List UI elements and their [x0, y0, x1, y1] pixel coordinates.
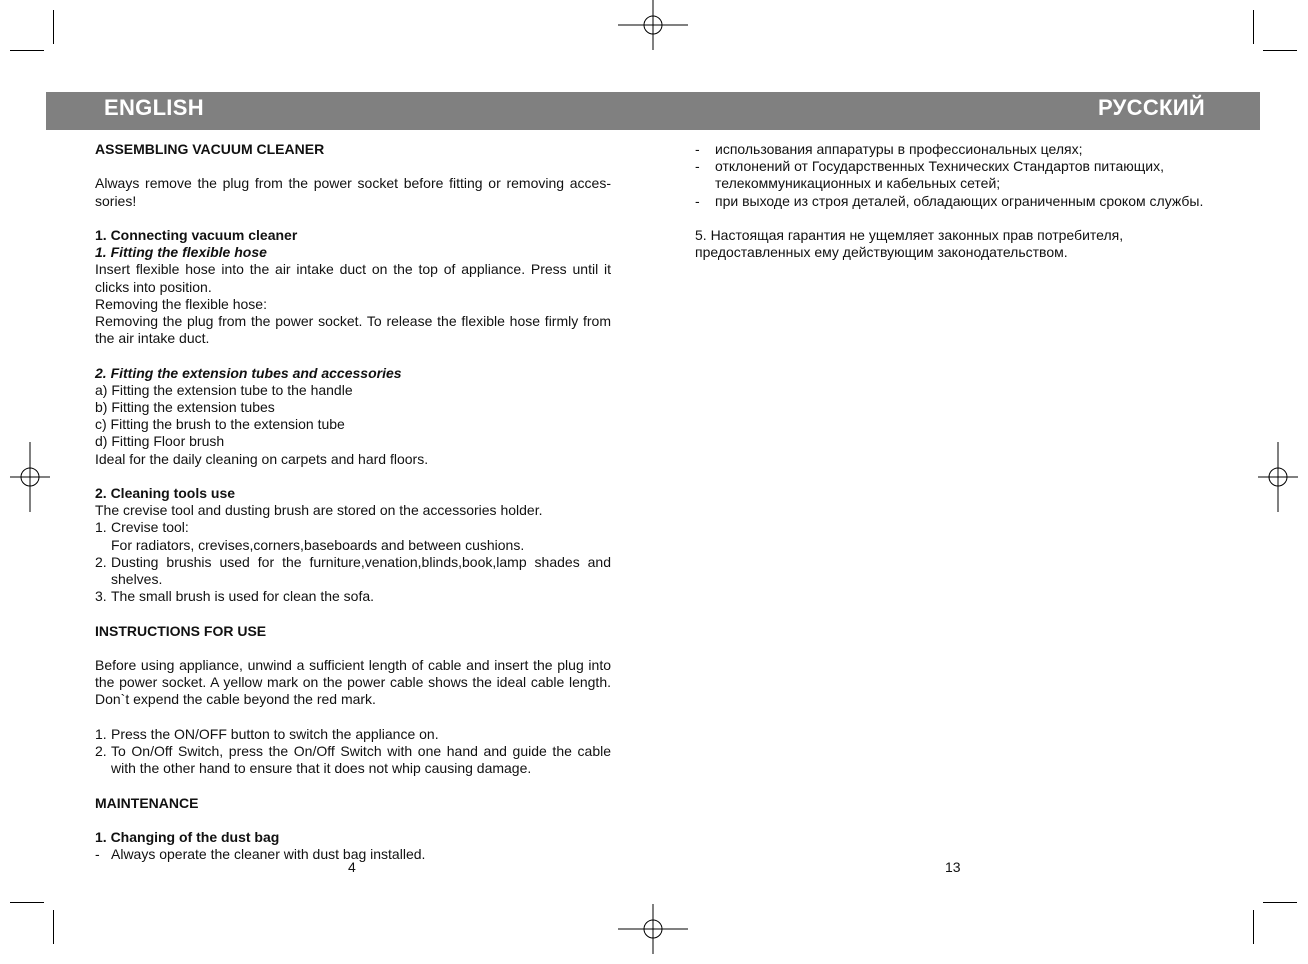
subsection-italic-heading: 2. Fitting the extension tubes and accessories: [95, 364, 402, 381]
subsection-heading: 1. Connecting vacuum cleaner: [95, 226, 298, 243]
list-item: [95, 588, 611, 605]
language-title-english: ENGLISH: [104, 95, 204, 120]
list-number: 3.: [95, 588, 107, 605]
list-item: [95, 554, 611, 588]
page-number-right: 13: [945, 859, 961, 875]
page-number-left: 4: [348, 859, 356, 875]
subsection-heading: 1. Changing of the dust bag: [95, 828, 280, 845]
list-dash: -: [95, 846, 100, 863]
registration-mark-icon: [0, 442, 65, 512]
paragraph: Removing the flexible hose:: [95, 295, 267, 312]
crop-mark: [1263, 902, 1297, 903]
list-text: Crevise tool:: [111, 519, 189, 536]
registration-mark-icon: [1243, 442, 1308, 512]
paragraph: 5. Настоящая гарантия не ущемляет законных прав потребителя, предоставленных ему действующим законодательством.: [695, 227, 1124, 261]
list-dash: -: [695, 192, 700, 209]
list-item: d) Fitting Floor brush: [95, 433, 225, 450]
list-item: [95, 743, 611, 777]
list-item: Ideal for the daily cleaning on carpets and hard floors.: [95, 450, 429, 467]
list-number: 2.: [95, 743, 107, 759]
list-text: отклонений от Государственных Технических Стандартов питающих, телекоммуникационных и кабельных сетей;: [715, 158, 1165, 192]
warning-paragraph: Always remove the plug from the power socket before fitting or removing acces-sories!: [95, 175, 611, 209]
subsection-heading: 2. Cleaning tools use: [95, 485, 236, 501]
paragraph: Insert flexible hose into the air intake duct on the top of appliance. Press until it clicks into position.: [95, 261, 611, 295]
crop-mark: [53, 10, 54, 44]
list-item: [695, 141, 1215, 158]
subsection-italic-heading: 1. Fitting the flexible hose: [95, 244, 267, 261]
section-heading: INSTRUCTIONS FOR USE: [95, 622, 267, 639]
list-item: [695, 158, 1215, 192]
list-item: [695, 193, 1215, 210]
list-number: 1.: [95, 519, 107, 536]
left-page-content: [95, 141, 611, 863]
list-text: Press the ON/OFF button to switch the appliance on.: [111, 725, 439, 742]
list-item: a) Fitting the extension tube to the handle: [95, 381, 353, 398]
list-number: 2.: [95, 553, 107, 570]
list-item-detail: For radiators, crevises,corners,baseboards and between cushions.: [111, 536, 525, 553]
list-number: 1.: [95, 725, 107, 742]
list-item: [95, 519, 611, 536]
crop-mark: [10, 50, 44, 51]
paragraph: Before using appliance, unwind a sufficient length of cable and insert the plug into the power socket. A yellow mark on the power cable shows the ideal cable length. Don`t expend the cable beyond the red mark.: [95, 657, 611, 708]
section-heading: MAINTENANCE: [95, 794, 199, 811]
crop-mark: [1263, 50, 1297, 51]
crop-mark: [53, 910, 54, 944]
list-text: To On/Off Switch, press the On/Off Switch with one hand and guide the cable with the other hand to ensure that it does not whip causing damage.: [111, 743, 611, 777]
list-text: Always operate the cleaner with dust bag installed.: [111, 846, 426, 863]
list-item: c) Fitting the brush to the extension tube: [95, 416, 345, 433]
language-title-russian: РУССКИЙ: [1098, 95, 1205, 120]
header-banner: [46, 92, 1260, 130]
list-dash: -: [695, 158, 700, 175]
paragraph: The crevise tool and dusting brush are stored on the accessories holder.: [95, 502, 543, 519]
list-item: [95, 726, 611, 743]
crop-mark: [1253, 10, 1254, 44]
list-text: The small brush is used for clean the sofa.: [111, 588, 375, 605]
crop-mark: [10, 902, 44, 903]
right-page-content: [695, 141, 1215, 261]
list-item: b) Fitting the extension tubes: [95, 399, 275, 415]
crop-mark: [1253, 910, 1254, 944]
list-text: Dusting brushis used for the furniture,venation,blinds,book,lamp shades and shelves.: [111, 553, 611, 588]
list-text: при выходе из строя деталей, обладающих ограниченным сроком службы.: [715, 192, 1204, 209]
list-text: использования аппаратуры в профессиональных целях;: [715, 141, 1083, 157]
paragraph: Removing the plug from the power socket. To release the flexible hose firmly from the air intake duct.: [95, 313, 611, 347]
list-dash: -: [695, 141, 700, 157]
section-heading: ASSEMBLING VACUUM CLEANER: [95, 141, 325, 157]
registration-mark-icon: [618, 0, 688, 60]
